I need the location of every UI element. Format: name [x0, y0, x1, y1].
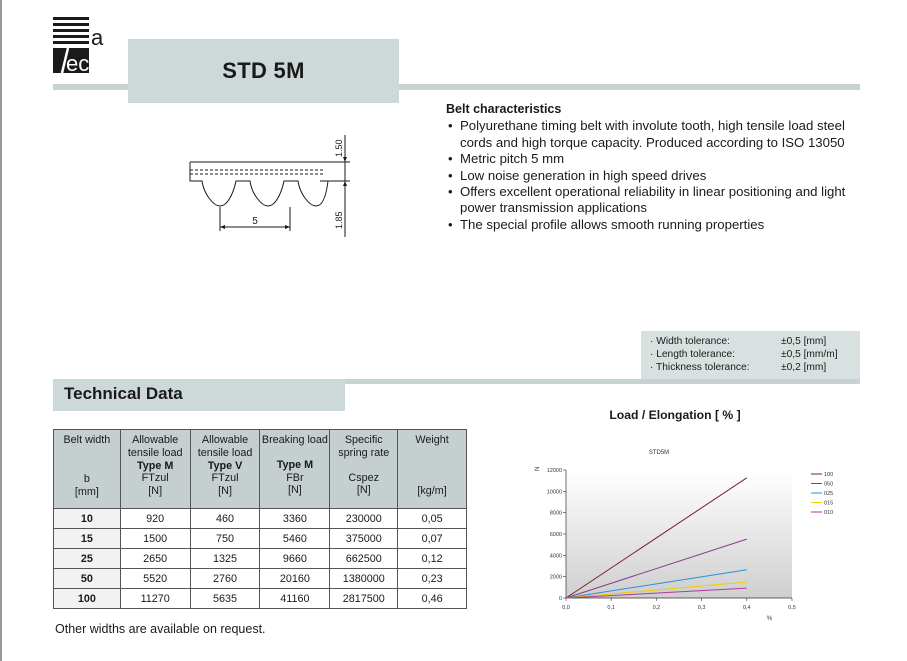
- availability-note: Other widths are available on request.: [55, 622, 266, 636]
- legend-label: 100: [824, 472, 834, 478]
- table-cell: 920: [120, 509, 190, 529]
- header-tensile-m: Allowable tensile load Type M FTzul [N]: [120, 430, 190, 509]
- belt-characteristics-heading: Belt characteristics: [446, 102, 562, 116]
- table-row: [54, 509, 467, 529]
- table-cell: 460: [190, 509, 260, 529]
- svg-text:ech: ech: [66, 51, 102, 73]
- svg-text:a: a: [91, 25, 104, 50]
- company-logo: [53, 17, 107, 73]
- y-tick-label: 10000: [546, 489, 562, 496]
- x-tick-label: 0,5: [788, 605, 796, 611]
- x-tick-label: 0,0: [562, 605, 570, 611]
- height-dimension: 1.50: [334, 139, 344, 157]
- y-tick-label: 6000: [549, 532, 562, 538]
- tolerance-row: [650, 336, 860, 349]
- characteristic-item: • Metric pitch 5 mm: [446, 151, 866, 167]
- header-tensile-v: Allowable tensile load Type V FTzul [N]: [190, 430, 260, 509]
- x-tick-label: 0,1: [607, 605, 616, 611]
- table-cell: 5460: [260, 529, 330, 549]
- legend-label: 025: [824, 491, 834, 497]
- table-cell: 750: [190, 529, 260, 549]
- characteristic-item: • Low noise generation in high speed drives: [446, 168, 866, 184]
- y-tick-label: 12000: [546, 468, 562, 474]
- tolerance-row: [650, 362, 860, 375]
- header-belt-width: Belt width b [mm]: [54, 430, 121, 509]
- table-cell: 1500: [120, 529, 190, 549]
- legend-label: 010: [824, 510, 834, 516]
- x-tick-label: 0,4: [742, 605, 751, 611]
- table-row: [54, 529, 467, 549]
- characteristic-item: • Offers excellent operational reliability in linear positioning and light power transmission applications: [446, 184, 866, 217]
- y-tick-label: 8000: [549, 510, 562, 517]
- table-cell: 662500: [330, 549, 398, 569]
- table-cell: 1380000: [330, 569, 398, 589]
- table-cell: 10: [54, 509, 121, 529]
- pitch-dimension: 5: [252, 216, 258, 227]
- table-cell: 230000: [330, 509, 398, 529]
- tolerance-label: · Length tolerance:: [650, 348, 735, 360]
- table-cell: 3360: [260, 509, 330, 529]
- table-cell: 0,12: [398, 549, 467, 569]
- tolerance-label: · Thickness tolerance:: [650, 361, 750, 373]
- chart-title: STD5M: [648, 450, 670, 456]
- legend-label: 050: [824, 481, 834, 488]
- table-cell: 11270: [120, 589, 190, 609]
- tolerance-value: ±0,2 [mm]: [781, 361, 827, 373]
- table-cell: 2650: [120, 549, 190, 569]
- tolerances-box: [641, 331, 860, 382]
- belt-characteristics: [446, 101, 866, 233]
- y-tick-label: 4000: [549, 553, 562, 560]
- legend-label: 015: [824, 500, 834, 507]
- table-row: [54, 549, 467, 569]
- x-tick-label: 0,3: [697, 605, 706, 611]
- header-spring-rate: Specific spring rate Cspez [N]: [330, 430, 398, 509]
- table-cell: 0,07: [398, 529, 467, 549]
- table-cell: 25: [54, 549, 121, 569]
- plot-area: [566, 470, 792, 598]
- table-cell: 2760: [190, 569, 260, 589]
- y-tick-label: 0: [558, 596, 562, 602]
- table-row: [54, 569, 467, 589]
- table-cell: 20160: [260, 569, 330, 589]
- tolerance-label: · Width tolerance:: [650, 336, 730, 347]
- y-axis-label: N: [535, 466, 541, 471]
- header-weight: Weight [kg/m]: [398, 430, 467, 509]
- characteristic-item: • The special profile allows smooth running properties: [446, 217, 866, 233]
- page-left-rule: [0, 0, 2, 661]
- load-elongation-chart: [528, 440, 838, 625]
- table-cell: 1325: [190, 549, 260, 569]
- chart-heading: Load / Elongation [ % ]: [609, 408, 741, 422]
- belt-profile-drawing: [180, 125, 360, 245]
- characteristic-item: • Polyurethane timing belt with involute tooth, high tensile load steel cords and high torque capacity. Produced according to ISO 13050: [446, 118, 866, 151]
- table-cell: 5520: [120, 569, 190, 589]
- table-cell: 15: [54, 529, 121, 549]
- tolerance-row: [650, 349, 860, 362]
- tolerance-value: ±0,5 [mm]: [781, 336, 827, 347]
- table-header-row: [54, 430, 467, 509]
- table-cell: 2817500: [330, 589, 398, 609]
- table-cell: 375000: [330, 529, 398, 549]
- table-cell: 50: [54, 569, 121, 589]
- table-cell: 0,05: [398, 509, 467, 529]
- y-tick-label: 2000: [549, 574, 562, 581]
- tolerance-value: ±0,5 [mm/m]: [781, 348, 838, 360]
- x-axis-label: %: [766, 616, 773, 622]
- table-cell: 0,46: [398, 589, 467, 609]
- technical-data-table: [53, 429, 467, 609]
- x-tick-label: 0,2: [652, 605, 661, 611]
- table-row: [54, 589, 467, 609]
- table-cell: 5635: [190, 589, 260, 609]
- tooth-dimension: 1.85: [334, 211, 344, 229]
- characteristics-list: [446, 118, 866, 233]
- table-cell: 0,23: [398, 569, 467, 589]
- table-cell: 9660: [260, 549, 330, 569]
- table-cell: 41160: [260, 589, 330, 609]
- table-cell: 100: [54, 589, 121, 609]
- technical-data-heading: Technical Data: [53, 379, 345, 411]
- page-title: STD 5M: [128, 39, 399, 103]
- header-breaking-load: Breaking load Type M FBr [N]: [260, 430, 330, 509]
